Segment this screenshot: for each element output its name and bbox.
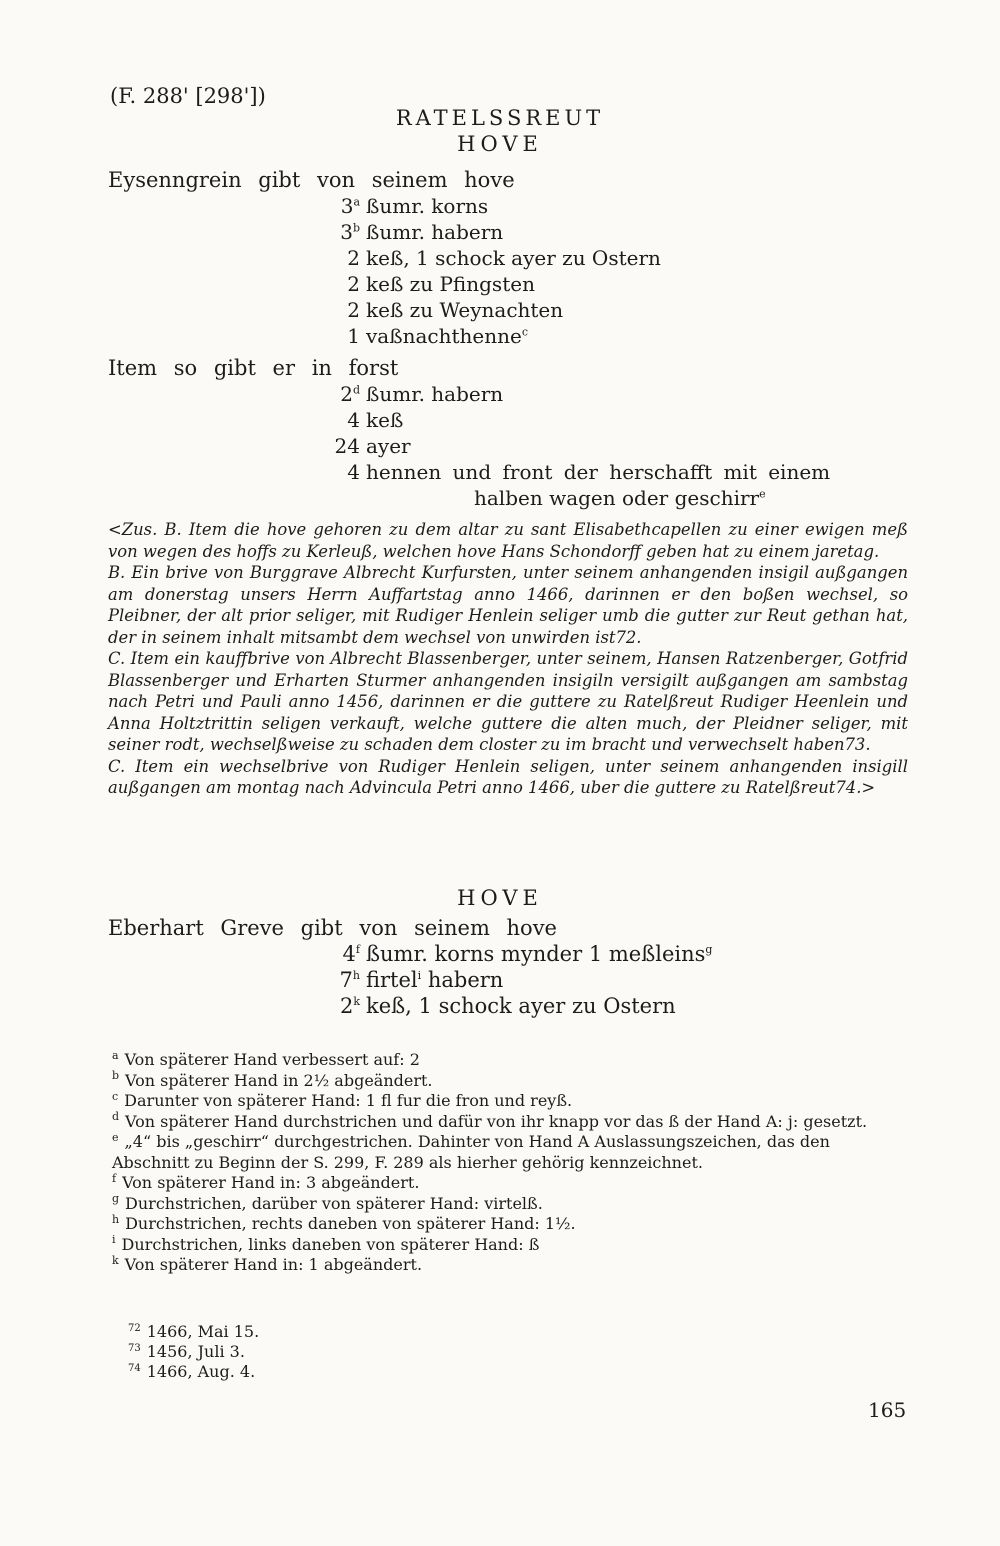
forst-row: 4 keß — [347, 408, 404, 432]
entry2-row: 2$^k$ keß, 1 schock ayer zu Ostern — [339, 994, 676, 1018]
hove-heading-1: HOVE — [457, 132, 543, 156]
entry1-forst-intro: Item so gibt er in forst — [108, 356, 399, 380]
entry1-row: 3$^b$ ßumr. habern — [340, 220, 504, 244]
folio-reference: (F. 288' [298']) — [110, 84, 266, 108]
zusatz-paragraph: B. Ein brive von Burggrave Albrecht Kurfursten, unter seinem anhangenden insigil außgangen am donerstag unsers Herrn Auffartstag anno 1466, darinnen er den boßen wechsel, so Pleibner, der alt prior seliger, mit Rudiger Henlein seliger umb die gutter zur Reut gethan hat, der in seinem inhalt mitsambt dem wechsel von unwirden ist72. — [108, 563, 908, 647]
forst-row: 2$^d$ ßumr. habern — [340, 382, 504, 406]
zusatz-paragraph: <Zus. B. Item die hove gehoren zu dem altar zu sant Elisabethcapellen zu einer ewigen meß von wegen des hoffs zu Kerleuß, welchen hove Hans Schondorff geben hat zu einem jaretag. — [108, 520, 908, 561]
entry2-row: 4$^f$ ßumr. korns mynder 1 meßleins$^g$ — [342, 942, 713, 966]
zusatz-block — [108, 519, 908, 799]
entry1-row: 2 keß zu Weynachten — [347, 298, 564, 322]
footnote: $^a$ Von späterer Hand verbessert auf: 2 — [112, 1048, 420, 1069]
footnote: $^h$ Durchstrichen, rechts daneben von späterer Hand: 1½. — [112, 1212, 576, 1233]
entry1-row: 2 keß, 1 schock ayer zu Ostern — [347, 246, 661, 270]
note: $^{72}$ 1466, Mai 15. — [128, 1322, 260, 1341]
footnote: $^f$ Von späterer Hand in: 3 abgeändert. — [112, 1171, 420, 1192]
page-number: 165 — [868, 1398, 907, 1422]
entry1-intro: Eysenngrein gibt von seinem hove — [108, 168, 515, 192]
footnote: $^d$ Von späterer Hand durchstrichen und dafür von ihr knapp vor das ß der Hand A: j: gesetzt. — [112, 1110, 868, 1131]
zusatz-paragraph: C. Item ein kauffbrive von Albrecht Blassenberger, unter seinem, Hansen Ratzenberger, Gotfrid Blassenberger und Erharten Sturmer anhangenden insigiln versigilt außgangen am sambstag nach Petri und Pauli anno 1456, darinnen er die guttere zu Ratelßreut Rudiger Heenlein und Anna Holtztrittin seligen verkauft, welche guttere die alten much, der Pleidner seliger, mit seiner rodt, wechselßweise zu schaden dem closter zu im bracht und verwechselt haben73. — [108, 649, 908, 754]
footnote: $^k$ Von späterer Hand in: 1 abgeändert. — [112, 1253, 423, 1274]
entry1-row: 1 vaßnachthenne$^c$ — [347, 324, 528, 348]
apparatus-footnotes — [112, 1050, 912, 1276]
forst-row: 4 hennen und front der herschafft mit einem — [347, 460, 831, 484]
hove-heading-2: HOVE — [457, 886, 543, 910]
note: $^{74}$ 1466, Aug. 4. — [128, 1362, 256, 1381]
historical-notes — [128, 1322, 259, 1382]
footnote: $^g$ Durchstrichen, darüber von späterer Hand: virtelß. — [112, 1192, 543, 1213]
footnote: $^i$ Durchstrichen, links daneben von späterer Hand: ß — [112, 1233, 540, 1254]
footnote: $^c$ Darunter von späterer Hand: 1 fl fur die fron und reyß. — [112, 1089, 573, 1110]
zusatz-paragraph: C. Item ein wechselbrive von Rudiger Henlein seligen, unter seinem anhangenden insigill außgangen am montag nach Advincula Petri anno 1466, uber die guttere zu Ratelßreut74.> — [108, 756, 908, 797]
entry1-row: 2 keß zu Pfingsten — [347, 272, 535, 296]
entry2-intro: Eberhart Greve gibt von seinem hove — [108, 916, 557, 940]
forst-row: 24 ayer — [334, 434, 411, 458]
entry2-row: 7$^h$ firtel$^i$ habern — [339, 968, 504, 992]
footnote: $^e$ „4“ bis „geschirr“ durchgestrichen. Dahinter von Hand A Auslassungszeichen, das den Abschnitt zu Beginn der S. 299, F. 289 als hierher gehörig kennzeichnet. — [112, 1130, 830, 1172]
entry1-row: 3$^a$ ßumr. korns — [340, 194, 489, 218]
place-heading: RATELSSREUT — [395, 106, 605, 130]
note: $^{73}$ 1456, Juli 3. — [128, 1342, 245, 1361]
footnote: $^b$ Von späterer Hand in 2½ abgeändert. — [112, 1069, 433, 1090]
forst-row-continuation: halben wagen oder geschirr$^e$ — [474, 486, 766, 510]
